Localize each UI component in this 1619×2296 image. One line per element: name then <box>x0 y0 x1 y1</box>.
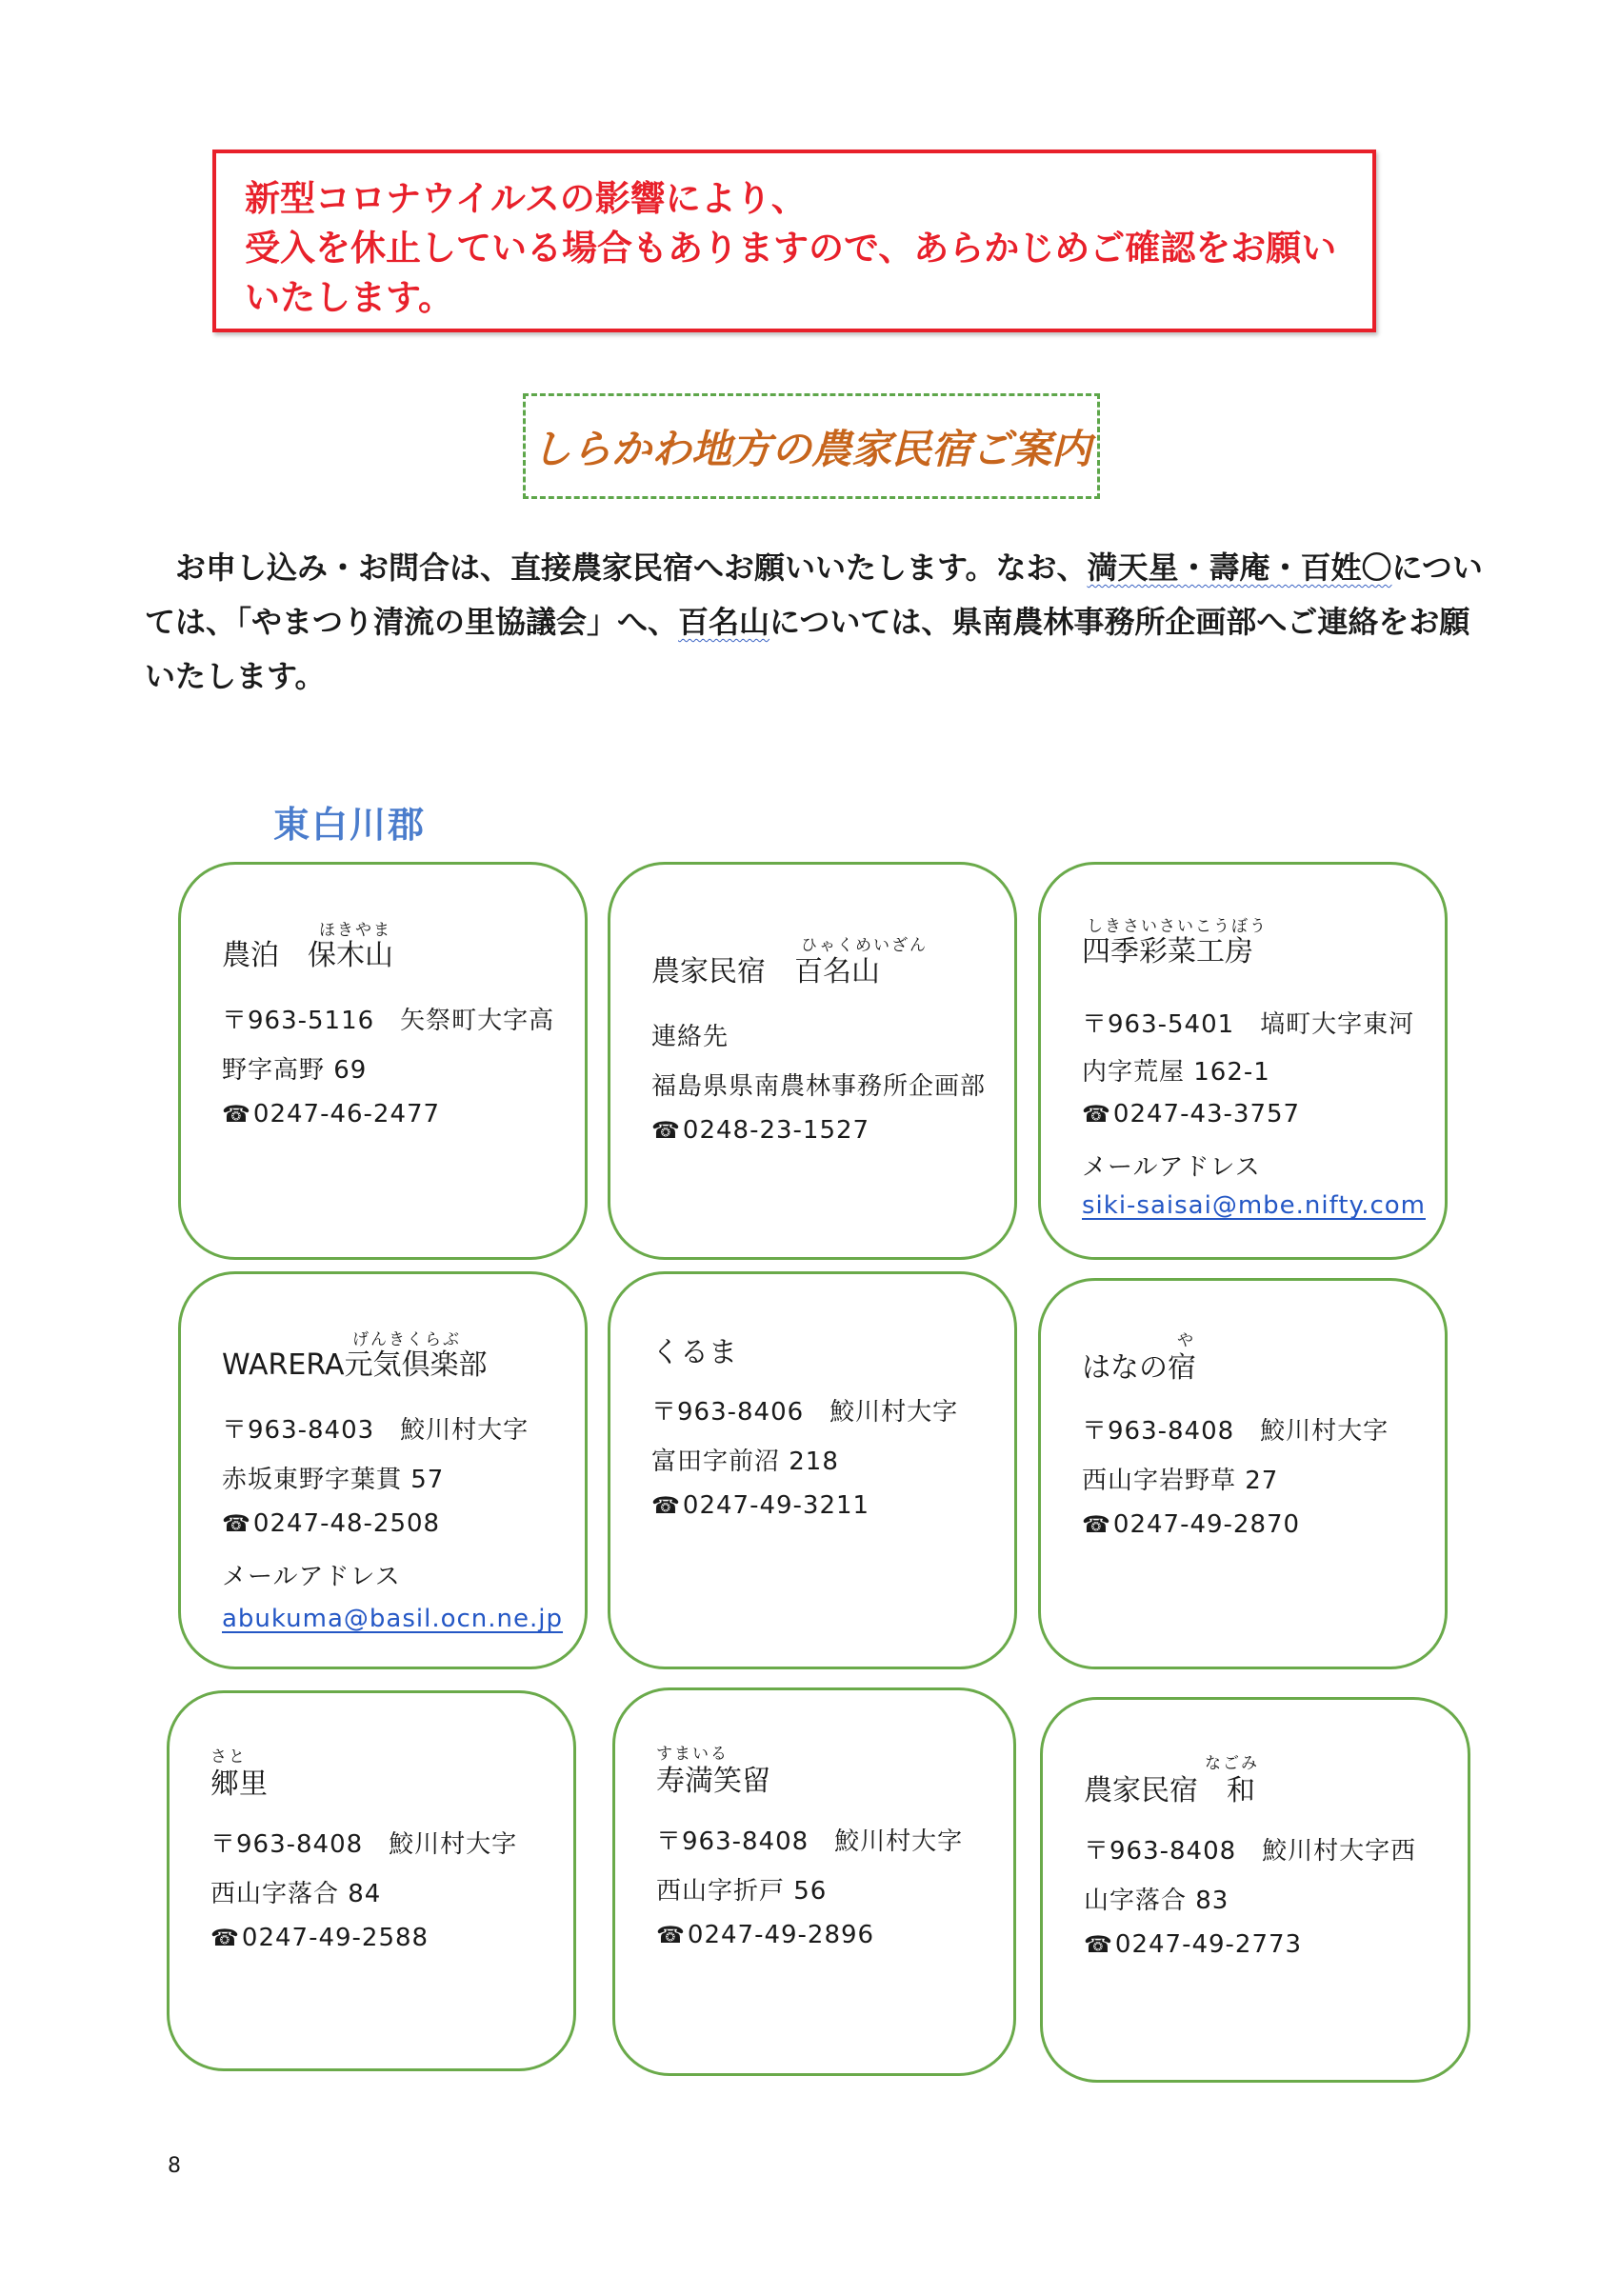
card-name: 農家民宿 百名山 <box>651 955 880 988</box>
card-phone: ☎0247-49-2773 <box>1084 1930 1303 1959</box>
card-phone: ☎0247-49-3211 <box>651 1491 870 1520</box>
card-address-2: 西山字岩野草 27 <box>1082 1467 1279 1495</box>
card-ruby: さと <box>210 1747 247 1767</box>
card-ruby: すまいる <box>656 1745 729 1764</box>
notice-line-2: 受入を休止している場合もありますので、あらかじめご確認をお願い <box>245 228 1337 269</box>
intro-paragraph <box>145 541 1483 704</box>
phone-icon: ☎ <box>651 1117 681 1144</box>
card-ruby: や <box>1177 1331 1195 1350</box>
card-contact-office: 福島県県南農林事務所企画部 <box>651 1072 987 1101</box>
card-address-1: 〒963-8408 鮫川村大字 <box>210 1830 518 1859</box>
hyakumeizan-underlined: 百名山 <box>678 604 770 640</box>
inn-card-shikisaisai <box>1038 862 1448 1260</box>
card-phone: ☎0247-49-2588 <box>210 1924 430 1952</box>
intro-line-1: お申し込み・お問合は、直接農家民宿へお願いいたします。なお、満天星・壽庵・百姓〇につい <box>175 549 1483 586</box>
card-phone: ☎0247-49-2870 <box>1082 1510 1301 1539</box>
card-address-1: 〒963-8403 鮫川村大字 <box>222 1416 530 1445</box>
card-name: くるま <box>651 1336 737 1369</box>
card-name: WARERA元気倶楽部 <box>222 1348 488 1382</box>
card-address-2: 富田字前沼 218 <box>651 1447 839 1476</box>
inn-card-sumairu <box>612 1687 1016 2076</box>
card-address-1: 〒963-8408 鮫川村大字 <box>656 1827 964 1856</box>
intro-line-2: ては、「やまつり清流の里協議会」へ、百名山については、県南農林事務所企画部へご連絡をお願 <box>145 604 1470 640</box>
phone-icon: ☎ <box>656 1922 686 1948</box>
card-email-link[interactable]: siki-saisai@mbe.nifty.com <box>1082 1191 1426 1220</box>
card-ruby: ほきやま <box>319 921 391 940</box>
inn-names-underlined: 満天星・壽庵・百姓〇 <box>1087 549 1392 586</box>
inn-card-warera <box>178 1271 588 1669</box>
card-email-label: メールアドレス <box>1082 1153 1261 1182</box>
phone-icon: ☎ <box>222 1101 251 1128</box>
card-address-1: 〒963-8408 鮫川村大字西 <box>1084 1837 1417 1866</box>
title-box <box>523 393 1100 499</box>
card-ruby: しきさいさいこうぼう <box>1087 917 1268 936</box>
card-address-1: 〒963-5116 矢祭町大字高 <box>222 1007 555 1035</box>
card-address-1: 〒963-5401 塙町大字東河 <box>1082 1010 1415 1039</box>
card-name: 寿満笑留 <box>656 1765 770 1798</box>
card-name: 郷里 <box>210 1767 268 1801</box>
inn-card-hyakumeizan <box>608 862 1017 1260</box>
covid-notice-box <box>212 150 1376 332</box>
card-ruby: ひゃくめいざん <box>801 936 928 955</box>
inn-card-kuruma <box>608 1271 1017 1669</box>
card-name: はなの宿 <box>1082 1351 1196 1385</box>
inn-card-sato <box>167 1690 576 2071</box>
phone-icon: ☎ <box>1082 1101 1111 1128</box>
intro-line-3: いたします。 <box>145 658 326 694</box>
phone-icon: ☎ <box>651 1492 681 1519</box>
card-name: 農泊 保木山 <box>222 939 393 972</box>
page-title: しらかわ地方の農家民宿ご案内 <box>530 425 1091 472</box>
inn-card-hananoyado <box>1038 1278 1448 1669</box>
card-email-label: メールアドレス <box>222 1563 401 1591</box>
card-contact-label: 連絡先 <box>651 1023 730 1051</box>
district-heading: 東白川郡 <box>273 804 427 846</box>
phone-icon: ☎ <box>1084 1931 1113 1958</box>
card-phone: ☎0247-43-3757 <box>1082 1100 1301 1128</box>
page-number: 8 <box>168 2154 181 2178</box>
card-phone: ☎0248-23-1527 <box>651 1116 870 1145</box>
phone-icon: ☎ <box>222 1510 251 1537</box>
inn-card-nagomi <box>1040 1697 1470 2083</box>
card-address-2: 内字荒屋 162-1 <box>1082 1058 1270 1087</box>
notice-line-3: いたします。 <box>245 277 454 318</box>
phone-icon: ☎ <box>210 1925 240 1951</box>
card-phone: ☎0247-46-2477 <box>222 1100 441 1128</box>
card-address-2: 野字高野 69 <box>222 1056 368 1085</box>
card-address-2: 西山字折戸 56 <box>656 1877 828 1906</box>
notice-line-1: 新型コロナウイルスの影響により、 <box>245 178 807 219</box>
card-name: 四季彩菜工房 <box>1082 935 1253 968</box>
card-address-2: 赤坂東野字葉貫 57 <box>222 1466 445 1494</box>
card-address-2: 西山字落合 84 <box>210 1880 382 1908</box>
card-ruby: なごみ <box>1205 1754 1259 1773</box>
card-ruby: げんきくらぶ <box>352 1330 461 1349</box>
card-phone: ☎0247-49-2896 <box>656 1921 875 1949</box>
card-address-1: 〒963-8406 鮫川村大字 <box>651 1398 959 1427</box>
card-address-1: 〒963-8408 鮫川村大字 <box>1082 1417 1389 1446</box>
card-phone: ☎0247-48-2508 <box>222 1509 441 1538</box>
card-address-2: 山字落合 83 <box>1084 1887 1229 1915</box>
card-email-link[interactable]: abukuma@basil.ocn.ne.jp <box>222 1605 564 1633</box>
inn-card-hokiyama <box>178 862 588 1260</box>
card-name: 農家民宿 和 <box>1084 1774 1255 1807</box>
phone-icon: ☎ <box>1082 1511 1111 1538</box>
